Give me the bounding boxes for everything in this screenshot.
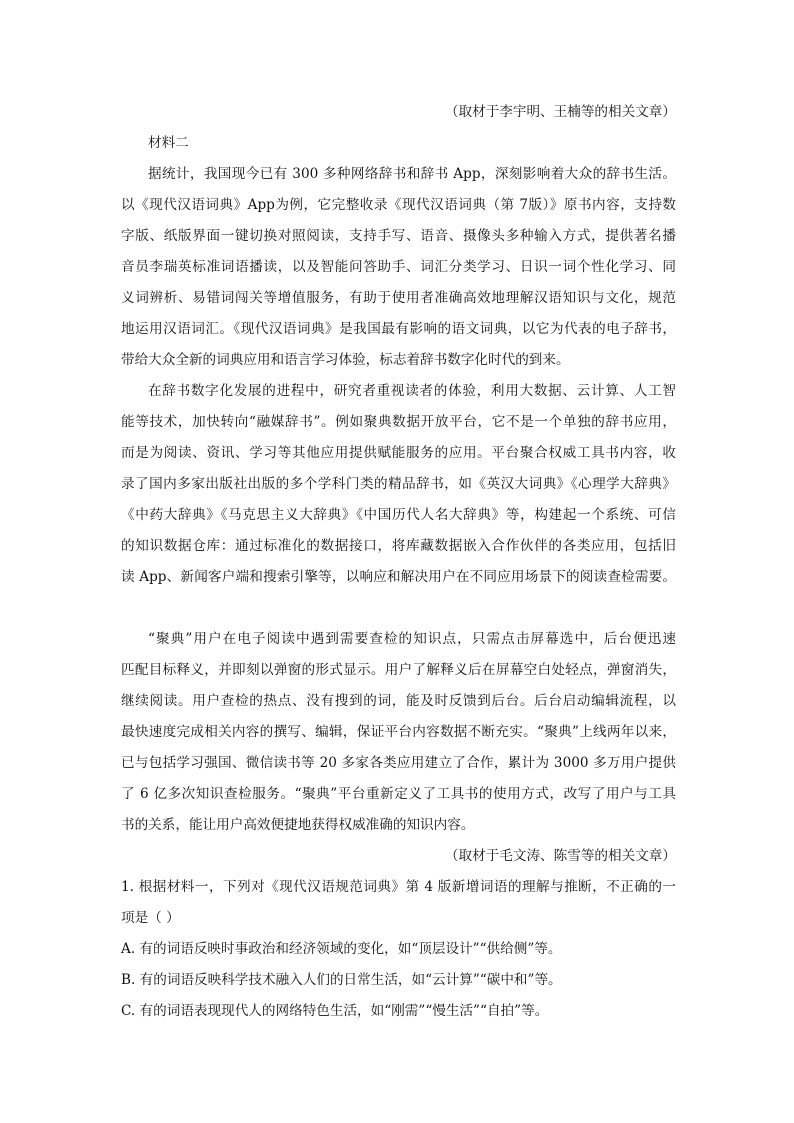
answer-option-a: A. 有的词语反映时事政治和经济领域的变化，如“顶层设计”“供给侧”等。 — [121, 941, 562, 957]
paragraph-line: 地运用汉语词汇。《现代汉语词典》是我国最有影响的语文词典，以它为代表的电子辞书， — [121, 321, 676, 337]
material-2-heading: 材料二 — [148, 135, 189, 151]
paragraph-line: 已与包括学习强国、微信读书等 20 多家各类应用建立了合作，累计为 3000 多万用户提供 — [121, 755, 676, 771]
paragraph-line: 据统计，我国现今已有 300 多种网络辞书和辞书 App，深刻影响着大众的辞书生活。 — [148, 166, 676, 182]
source-citation-2: （取材于毛文涛、陈雪等的相关文章） — [444, 848, 676, 864]
paragraph-line: 录了国内多家出版社出版的多个学科门类的精品辞书，如《英汉大词典》《心理学大辞典》 — [121, 476, 676, 492]
paragraph-line: 读 App、新闻客户端和搜索引擎等，以响应和解决用户在不同应用场景下的阅读查检需要。 — [121, 569, 676, 585]
paragraph-line: 在辞书数字化发展的进程中，研究者重视读者的体验，利用大数据、云计算、人工智 — [148, 383, 676, 399]
paragraph-line: 书的关系，能让用户高效便捷地获得权威准确的知识内容。 — [121, 817, 475, 833]
paragraph-line: 音员李瑞英标准词语播读，以及智能问答助手、词汇分类学习、日识一词个性化学习、同 — [121, 259, 676, 275]
paragraph-line: 匹配目标释义，并即刻以弹窗的形式显示。用户了解释义后在屏幕空白处轻点，弹窗消失， — [121, 662, 676, 678]
paragraph-line: 带给大众全新的词典应用和语言学习体验，标志着辞书数字化时代的到来。 — [121, 352, 570, 368]
paragraph-line: 以《现代汉语词典》App为例，它完整收录《现代汉语词典（第 7版）》原书内容，支持数 — [121, 197, 676, 213]
paragraph-line: 能等技术，加快转向“融媒辞书”。例如聚典数据开放平台，它不是一个单独的辞书应用， — [121, 414, 676, 430]
paragraph-line: 最快速度完成相关内容的撰写、编辑，保证平台内容数据不断充实。“聚典”上线两年以来， — [121, 724, 676, 740]
answer-option-b: B. 有的词语反映科学技术融入人们的日常生活，如“云计算”“碳中和”等。 — [121, 972, 562, 988]
paragraph-line: 继续阅读。用户查检的热点、没有搜到的词，能及时反馈到后台。后台启动编辑流程，以 — [121, 693, 676, 709]
paragraph-line: 的知识数据仓库：通过标准化的数据接口，将库藏数据嵌入合作伙伴的各类应用，包括旧 — [121, 538, 676, 554]
paragraph-line: 而是为阅读、资讯、学习等其他应用提供赋能服务的应用。平台聚合权威工具书内容，收 — [121, 445, 676, 461]
paragraph-line: 《中药大辞典》《马克思主义大辞典》《中国历代人名大辞典》等，构建起一个系统、可信 — [121, 507, 676, 523]
paragraph-line: “聚典”用户在电子阅读中遇到需要查检的知识点，只需点击屏幕选中，后台便迅速 — [148, 631, 676, 647]
question-stem-line: 项是（ ） — [121, 910, 180, 926]
source-citation-1: （取材于李宇明、王楠等的相关文章） — [444, 104, 676, 120]
paragraph-line: 义词辨析、易错词闯关等增值服务，有助于使用者准确高效地理解汉语知识与文化，规范 — [121, 290, 676, 306]
paragraph-line: 字版、纸版界面一键切换对照阅读，支持手写、语音、摄像头多种输入方式，提供著名播 — [121, 228, 676, 244]
paragraph-line: 了 6 亿多次知识查检服务。“聚典”平台重新定义了工具书的使用方式，改写了用户与工具 — [121, 786, 676, 802]
question-stem-line: 1. 根据材料一，下列对《现代汉语规范词典》第 4 版新增词语的理解与推断，不正确的一 — [121, 879, 676, 895]
answer-option-c: C. 有的词语表现现代人的网络特色生活，如“刚需”“慢生活”“自拍”等。 — [121, 1003, 549, 1019]
